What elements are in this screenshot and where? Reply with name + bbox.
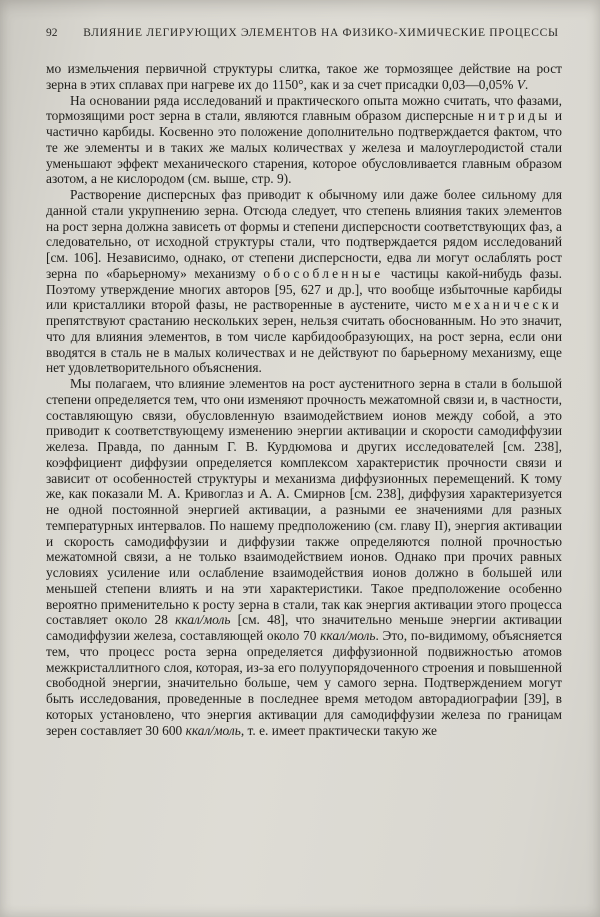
text-run: частицы какой-нибудь фазы. Поэтому утверждение многих авторов [95, 627 и др.], что вообще избыточные карбиды или кристаллики второй фазы, не растворенные в аустените, чисто: [46, 265, 562, 313]
text-run: , т. е. имеет практически такую же: [240, 722, 437, 738]
text-run: препятствуют срастанию нескольких зерен, нельзя считать обоснованным. Но это значит, что для влияния элементов, в том числе карбидообразующих, на рост зерна, если они вводятся в сталь не в малых количествах и не действуют по барьерному механизму, еще нет удовлетворительного объяснения.: [46, 313, 562, 376]
text-run: .: [524, 76, 529, 92]
paragraph: [46, 187, 562, 376]
letterspaced-emphasis: механически: [453, 297, 562, 313]
italic-term: ккал/моль: [185, 722, 241, 738]
paragraph: [46, 376, 562, 738]
paragraph: [46, 61, 562, 93]
running-title: ВЛИЯНИЕ ЛЕГИРУЮЩИХ ЭЛЕМЕНТОВ НА ФИЗИКО-ХИМИЧЕСКИЕ ПРОЦЕССЫ: [83, 27, 559, 39]
text-run: На основании ряда исследований и практического опыта можно считать, что фазами, тормозящими рост зерна в стали, являются главным образом дисперсные: [46, 92, 562, 124]
letterspaced-emphasis: обособленные: [263, 265, 384, 281]
paragraph: [46, 93, 562, 188]
text-run: . Это, по-видимому, объясняется тем, что процесс роста зерна определяется диффузионной подвижностью атомов межкристаллитного слоя, которая, из-за его полуупорядоченного строения и повышенной свободной энергии, значительно больше, чем у самого зерна. Подтверждением могут быть исследования, проведенные в последнее время методом авторадиографии [39], в которых установлено, что энергия активации для самодиффузии железа по границам зерен составляет 30 600: [46, 628, 562, 738]
italic-term: ккал/моль: [175, 612, 231, 628]
letterspaced-emphasis: нитриды: [477, 108, 551, 124]
italic-term: ккал/моль: [320, 628, 376, 643]
text-run: мо измельчения первичной структуры слитка, такое же тормозящее действие на рост зерна в этих сплавах при нагреве их до 1150°, как и за счет присадки 0,03—0,05%: [46, 61, 562, 92]
page-header: [46, 27, 562, 39]
italic-term: V: [516, 76, 525, 92]
text-run: [см. 48], что значительно меньше энергии активации самодиффузии железа, составляющей около 70: [46, 612, 562, 643]
page-number: 92: [46, 27, 58, 39]
text-run: и частично карбиды. Косвенно это положение дополнительно подтверждается фактом, что те же элементы и в таких же малых количествах у железа и малоуглеродистой стали уменьшают эффект механического старения, которое обусловливается главным образом азотом, а не кислородом (см. выше, стр. 9).: [46, 108, 562, 187]
page-body: [46, 61, 562, 738]
text-run: Растворение дисперсных фаз приводит к обычному или даже более сильному для данной стали укрупнению зерна. Отсюда следует, что степень влияния таких элементов на рост зерна должна зависеть от формы и степени дисперсности соответствующих фаз, а следовательно, от исходной структуры стали, что подтверждается рядом исследований [см. 106]. Независимо, однако, от степени дисперсности, едва ли могут ослаблять рост зерна по «барьерному» механизму: [46, 187, 562, 281]
text-run: Мы полагаем, что влияние элементов на рост аустенитного зерна в стали в большой степени определяется тем, что они изменяют прочность межатомной связи и, в частности, составляющую связи, обусловленную взаимодействием ионов между собой, а это приводит к соответствующему изменению энергии активации и скорости самодиффузии железа. Правда, по данным Г. В. Курдюмова и других исследователей [см. 238], коэффициент диффузии определяется комплексом характеристик прочности связи и зависит от особенностей структуры и механизма диффузионных перемещений. К тому же, как показали М. А. Кривоглаз и А. А. Смирнов [см. 238], диффузия характеризуется не одной постоянной энергией активации, а разными ее значениями для разных температурных интервалов. По нашему предположению (см. главу II), энергия активации и скорость самодиффузии и диффузии также определяются полной прочностью межатомной связи, а не только взаимодействием ионов. Однако при прочих равных условиях усиление или ослабление взаимодействия ионов должно в большей или меньшей степени влиять и на эти характеристики. Такое предположение особенно вероятно применительно к росту зерна в стали, так как энергия активации этого процесса составляет около 28: [46, 376, 562, 628]
